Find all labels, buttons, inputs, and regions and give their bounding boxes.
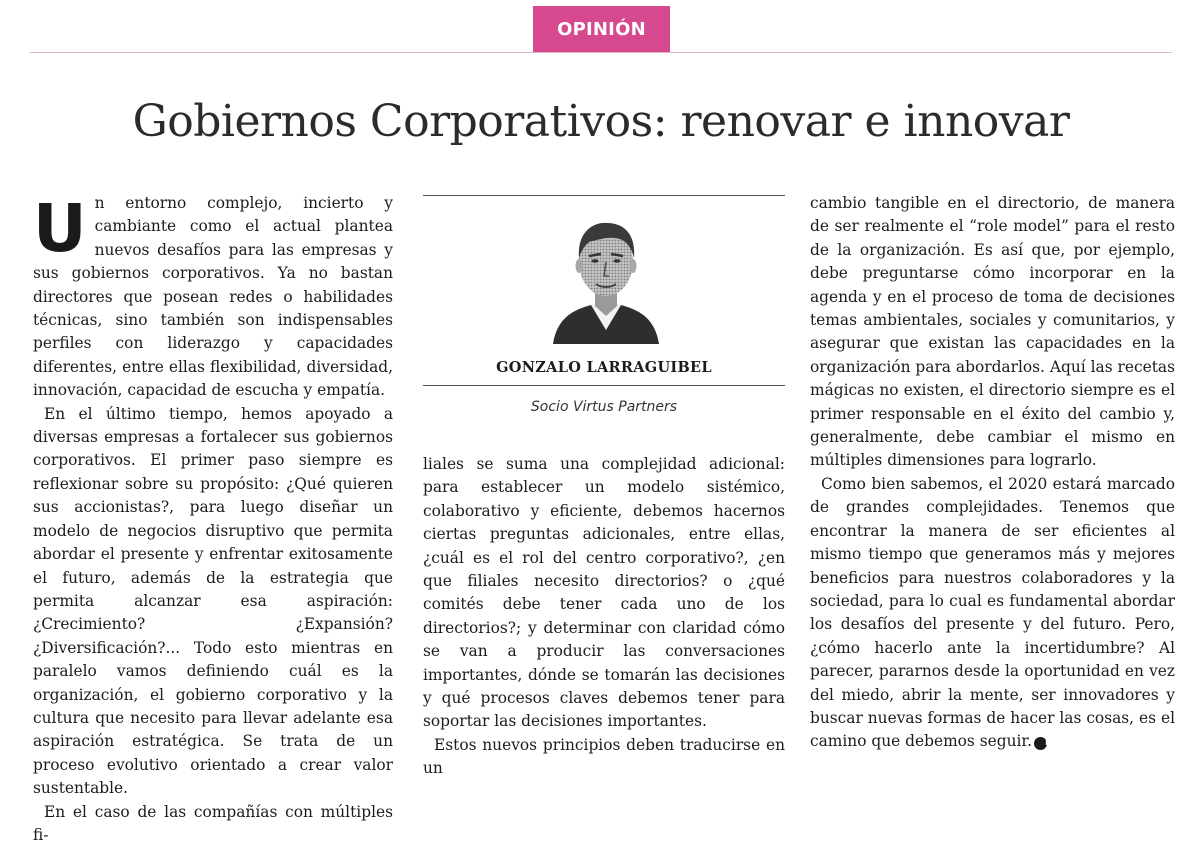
dropcap: U — [33, 190, 87, 267]
paragraph-text: n entorno complejo, incierto y cambiante como el actual plantea nuevos desafíos para las empresas y sus gobiernos corporativos. Ya no bastan directores que posean redes o habilidades técnicas, sino también son indispensables perfiles con liderazgo y capacidades diferentes, entre ellas flexibilidad, diversidad, innovación, capacidad de escucha y empatía. — [33, 194, 393, 400]
paragraph-text: Como bien sabemos, el 2020 estará marcado de grandes complejidades. Tenemos que encontrar la manera de ser eficientes al mismo tiempo que generamos más y mejores beneficios para nuestros colaboradores y la sociedad, para lo cual es fundamental abordar los desafíos del presente y del futuro. Pero, ¿cómo hacerlo ante la incertidumbre? Al parecer, pararnos desde la oportunidad en vez del miedo, abrir la mente, ser innovadores y buscar nuevas formas de hacer las cosas, es el camino que debemos seguir. — [810, 474, 1175, 751]
article-headline: Gobiernos Corporativos: renovar e innovar — [132, 96, 1070, 147]
paragraph: cambio tangible en el directorio, de manera de ser realmente el “role model” para el resto de la organización. Es así que, por ejemplo, debe preguntarse cómo incorporar en la agenda y en el proceso de toma de decisiones temas ambientales, sociales y comunitarios, y asegurar que existan las capacidades en la organización para abordarlos. Aquí las recetas mágicas no existen, el directorio siempre es el primer responsable en el éxito del cambio y, generalmente, debe cambiar el mismo en múltiples dimensiones para lograrlo. — [810, 194, 1175, 470]
author-role: Socio Virtus Partners — [530, 399, 678, 415]
article-column-1 — [33, 192, 393, 847]
paragraph: Estos nuevos principios deben traducirse en un — [423, 735, 785, 778]
author-divider — [423, 385, 785, 386]
section-divider — [30, 52, 1172, 53]
paragraph — [810, 473, 1175, 754]
section-tag: OPINIÓN — [533, 6, 670, 52]
paragraph: En el caso de las compañías con múltiples fi- — [33, 802, 393, 844]
article-column-3 — [810, 192, 1175, 754]
author-name: GONZALO LARRAGUIBEL — [496, 359, 712, 376]
paragraph: liales se suma una complejidad adicional: para establecer un modelo sistémico, colaborativo y eficiente, debemos hacernos ciertas preguntas adicionales, entre ellas, ¿cuál es el rol del centro corporativo?, ¿en que filiales necesito directorios? o ¿qué comités debe tener cada uno de los directorios?; y determinar con claridad cómo se van a producir las conversaciones importantes, dónde se tomarán las decisiones y qué procesos claves debemos tener para soportar las decisiones importantes. — [423, 455, 785, 731]
author-portrait — [551, 206, 661, 344]
author-box — [423, 195, 785, 426]
article-column-2 — [423, 453, 785, 781]
end-of-article-icon: P — [1034, 737, 1047, 750]
paragraph — [33, 192, 393, 403]
paragraph: En el último tiempo, hemos apoyado a diversas empresas a fortalecer sus gobiernos corporativos. El primer paso siempre es reflexionar sobre su propósito: ¿Qué quieren sus accionistas?, para luego diseñar un modelo de negocios disruptivo que permita abordar el presente y enfrentar exitosamente el futuro, además de la estrategia que permita alcanzar esa aspiración: ¿Crecimiento? ¿Expansión? ¿Diversificación?... Todo esto mientras en paralelo vamos definiendo cuál es la organización, el gobierno corporativo y la cultura que necesito para llevar adelante esa aspiración estratégica. Se trata de un proceso evolutivo orientado a crear valor sustentable. — [33, 404, 393, 798]
